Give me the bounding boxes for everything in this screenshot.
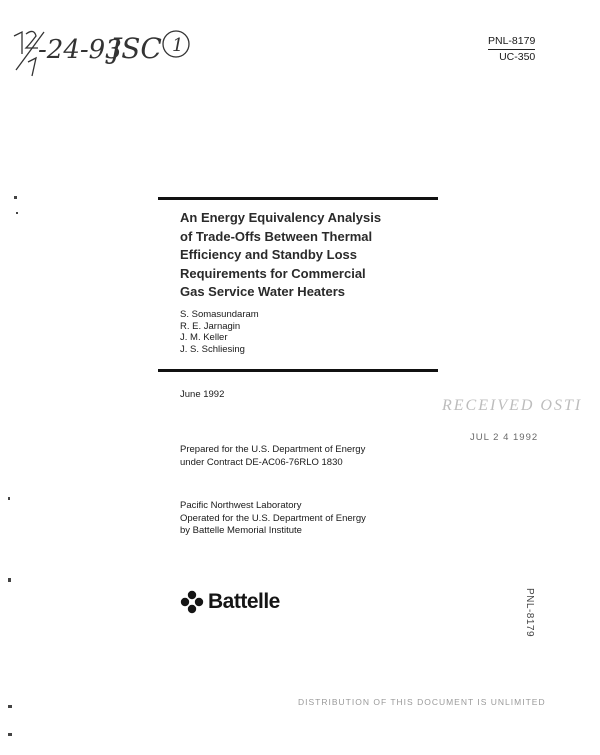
prepared-for <box>180 444 365 469</box>
scan-speck <box>14 196 17 199</box>
author: J. S. Schliesing <box>180 343 245 355</box>
battelle-logo <box>180 590 280 614</box>
distribution-statement: DISTRIBUTION OF THIS DOCUMENT IS UNLIMITED <box>298 697 546 707</box>
author-list <box>180 309 259 355</box>
handwritten-note <box>8 14 193 84</box>
battelle-wordmark: Battelle <box>208 590 280 613</box>
received-stamp-date: JUL 2 4 1992 <box>470 432 539 443</box>
title-line: An Energy Equivalency Analysis <box>180 210 382 225</box>
bottom-rule <box>158 369 438 372</box>
svg-text:1: 1 <box>172 35 184 56</box>
received-stamp: RECEIVED OSTI <box>442 397 583 414</box>
author: S. Somasundaram <box>180 309 259 320</box>
scan-speck <box>8 705 12 708</box>
prepared-line: Prepared for the U.S. Department of Energy <box>180 444 366 455</box>
scan-speck <box>8 733 12 736</box>
laboratory-info <box>180 500 366 538</box>
svg-text:-24-93: -24-93 <box>38 35 122 65</box>
prepared-line: under Contract DE-AC06-76RLO 1830 <box>180 456 343 468</box>
report-number-block <box>488 34 535 64</box>
title-line: of Trade-Offs Between Thermal <box>180 228 373 244</box>
title-line: Efficiency and Standby Loss <box>180 247 357 262</box>
title-line: Requirements for Commercial <box>180 265 366 281</box>
battelle-mark-icon <box>180 590 204 614</box>
publication-date: June 1992 <box>180 389 225 400</box>
scan-speck <box>8 497 10 500</box>
laboratory-line: by Battelle Memorial Institute <box>180 525 302 536</box>
document-title <box>180 209 430 302</box>
author: R. E. Jarnagin <box>180 320 241 332</box>
laboratory-line: Pacific Northwest Laboratory <box>180 500 302 511</box>
scan-speck <box>8 578 11 582</box>
scan-speck <box>16 212 18 214</box>
svg-text:JSC: JSC <box>110 32 162 65</box>
laboratory-line: Operated for the U.S. Department of Energy <box>180 512 366 524</box>
report-number: PNL-8179 <box>488 34 535 50</box>
report-category: UC-350 <box>499 51 536 63</box>
spine-report-number: PNL-8179 <box>524 588 535 638</box>
author: J. M. Keller <box>180 332 228 344</box>
top-rule <box>158 197 438 200</box>
title-line: Gas Service Water Heaters <box>180 284 346 299</box>
